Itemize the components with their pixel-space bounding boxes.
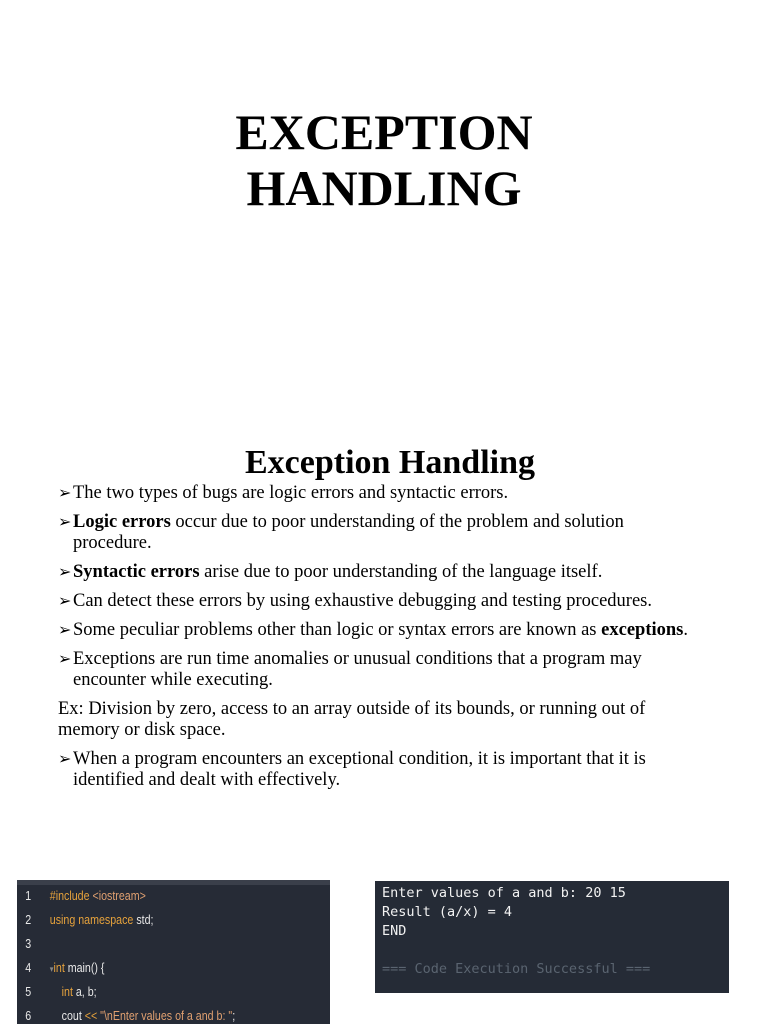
bullet-text: occur due to poor understanding of the problem and solution procedure. — [73, 512, 624, 553]
arrow-bullet-icon: ➢ — [58, 562, 72, 581]
fold-arrow-icon: ▾ — [49, 964, 54, 974]
bold-term: Syntactic errors — [73, 562, 200, 582]
code-line — [17, 936, 50, 960]
title-line-1: EXCEPTION — [235, 104, 533, 160]
line-number: 5 — [25, 984, 32, 999]
code-editor-screenshot — [17, 880, 330, 1024]
line-number: 1 — [25, 888, 32, 903]
line-number: 3 — [25, 936, 32, 951]
arrow-bullet-icon: ➢ — [58, 649, 72, 668]
console-status: === Code Execution Successful === — [382, 961, 651, 977]
code-token: int — [61, 984, 76, 999]
bullet-text: The two types of bugs are logic errors and syntactic errors. — [73, 483, 509, 503]
bullet-text: Exceptions are run time anomalies or unusual conditions that a program may encounter while executing. — [73, 649, 642, 690]
arrow-bullet-icon: ➢ — [58, 483, 72, 502]
bullet-text: Some peculiar problems other than logic or syntax errors are known as — [73, 620, 602, 640]
code-token: std; — [136, 912, 154, 927]
code-token: "\nEnter values of a and b: " — [100, 1008, 233, 1023]
slide-title — [0, 104, 768, 216]
bullet-list — [58, 483, 698, 799]
line-number: 6 — [25, 1008, 32, 1023]
bold-term: Logic errors — [73, 512, 171, 532]
code-line — [17, 912, 154, 936]
code-token: << — [84, 1008, 101, 1023]
arrow-bullet-icon: ➢ — [58, 749, 72, 768]
bullet-item — [58, 562, 698, 583]
bold-term: exceptions — [601, 620, 684, 640]
bullet-item — [58, 483, 698, 504]
code-token: <iostream> — [92, 888, 146, 903]
code-token: int — [53, 960, 68, 975]
console-output-screenshot — [375, 881, 729, 993]
line-number: 2 — [25, 912, 32, 927]
code-token — [50, 984, 62, 999]
title-line-2: HANDLING — [246, 160, 522, 216]
code-line — [17, 984, 97, 1008]
code-line — [17, 960, 104, 984]
code-line — [17, 888, 146, 912]
code-token: #include — [49, 888, 93, 903]
code-token: a, b; — [75, 984, 97, 999]
bullet-text: arise due to poor understanding of the language itself. — [199, 562, 603, 582]
code-token: cout — [49, 1008, 85, 1023]
code-token: main() { — [67, 960, 105, 975]
bullet-item — [58, 591, 698, 612]
bullet-item — [58, 749, 698, 791]
bullet-text: Can detect these errors by using exhaustive debugging and testing procedures. — [73, 591, 652, 611]
console-line-3: END — [382, 923, 407, 939]
example-text — [58, 699, 698, 741]
bullet-item — [58, 620, 698, 641]
arrow-bullet-icon: ➢ — [58, 591, 72, 610]
code-line — [17, 1008, 235, 1024]
bullet-text: When a program encounters an exceptional condition, it is important that it is identified and dealt with effectively. — [73, 749, 646, 790]
arrow-bullet-icon: ➢ — [58, 620, 72, 639]
bullet-text: Ex: Division by zero, access to an array outside of its bounds, or running out of memory or disk space. — [58, 699, 646, 740]
section-heading: Exception Handling — [244, 444, 535, 481]
bullet-item — [58, 512, 698, 554]
line-number: 4 — [25, 960, 32, 975]
console-line-2: Result (a/x) = 4 — [382, 904, 513, 920]
bullet-item — [58, 649, 698, 691]
code-token: using namespace — [49, 912, 137, 927]
bullet-text: . — [683, 620, 688, 640]
console-line-1: Enter values of a and b: 20 15 — [382, 885, 626, 901]
code-token: ; — [232, 1008, 236, 1023]
arrow-bullet-icon: ➢ — [58, 512, 72, 531]
